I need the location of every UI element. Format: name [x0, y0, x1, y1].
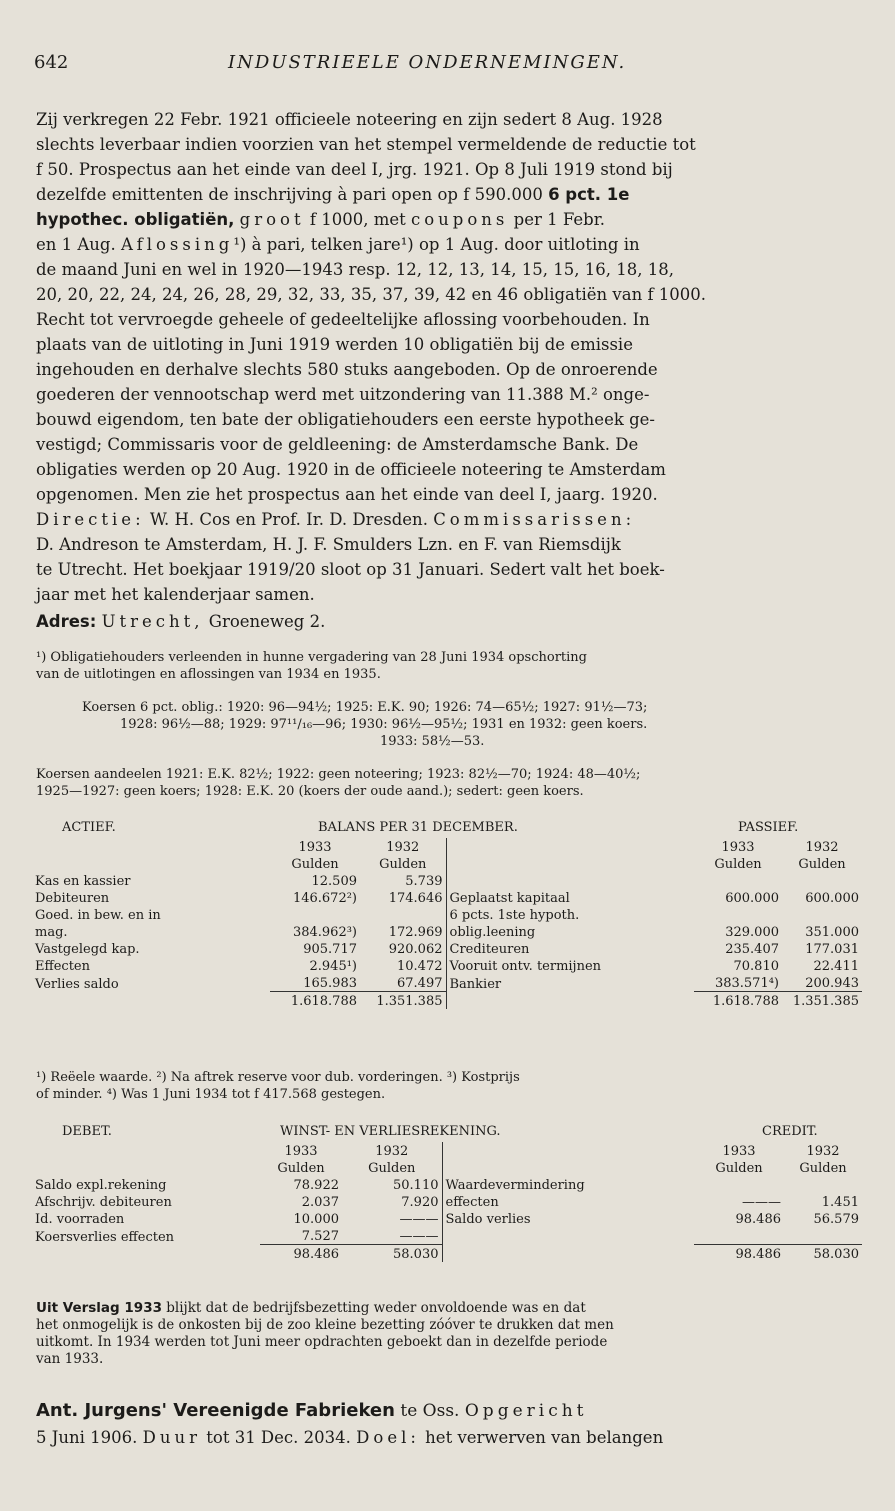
table-row — [32, 974, 862, 992]
row-value: ——— — [742, 1195, 781, 1210]
row-value: 56.579 — [813, 1212, 859, 1227]
body-line: en 1 Aug. Aflossing¹) à pari, telken jare¹) op 1 Aug. door uitloting in — [36, 235, 640, 254]
row-value — [782, 872, 862, 889]
row-value: 10.000 — [293, 1212, 339, 1227]
body-line: plaats van de uitloting in Juni 1919 werden 10 obligatiën bij de emissie — [36, 335, 633, 354]
totals-row: 1.618.788 1.351.385 1.618.788 1.351.385 — [32, 992, 862, 1010]
body-line: obligaties werden op 20 Aug. 1920 in de officieele noteering te Amsterdam — [36, 460, 666, 479]
row-value — [694, 906, 782, 923]
body-line: slechts leverbaar indien voorzien van het stempel vermeldende de reductie tot — [36, 135, 696, 154]
row-value: 384.962³) — [292, 925, 357, 940]
koersen-line: Koersen aandeelen 1921: E.K. 82½; 1922: geen noteering; 1923: 82½—70; 1924: 48—40½; — [36, 767, 641, 782]
body-line — [36, 185, 629, 204]
balans-title: BALANS PER 31 DECEMBER. — [318, 820, 518, 835]
row-label: effecten — [445, 1195, 499, 1210]
row-value: 235.407 — [725, 942, 779, 957]
winst-title: WINST- EN VERLIESREKENING. — [280, 1124, 501, 1139]
row-label: mag. — [35, 925, 68, 940]
body-line: Zij verkregen 22 Febr. 1921 officieele noteering en zijn sedert 8 Aug. 1928 — [36, 110, 663, 129]
row-label: Kas en kassier — [35, 874, 131, 889]
row-value: 383.571⁴) — [714, 976, 779, 991]
koersen-line: 1928: 96½—88; 1929: 97¹¹/₁₆—96; 1930: 96½—95½; 1931 en 1932: geen koers. — [120, 717, 648, 732]
balans-left-title: ACTIEF. — [62, 820, 116, 835]
verslag-line: Uit Verslag 1933 blijkt dat de bedrijfsbezetting weder onvoldoende was en dat — [36, 1300, 586, 1316]
row-value — [694, 1176, 784, 1193]
winst-table — [32, 1142, 862, 1262]
table-row — [32, 1193, 862, 1210]
balans-right-title: PASSIEF. — [738, 820, 799, 835]
footnote: van de uitlotingen en aflossingen van 1934 en 1935. — [36, 667, 381, 682]
next-entry-line: Ant. Jurgens' Vereenigde Fabrieken te Oss. Opgericht — [36, 1400, 588, 1421]
row-value: 174.646 — [360, 889, 446, 906]
table-row — [32, 906, 862, 923]
row-label: Waardevermindering — [445, 1178, 585, 1193]
row-value: 165.983 — [303, 976, 357, 991]
page-number: 642 — [34, 52, 69, 73]
balans-note: of minder. ⁴) Was 1 Juni 1934 tot f 417.568 gestegen. — [36, 1087, 386, 1102]
body-line: de maand Juni en wel in 1920—1943 resp. 12, 12, 13, 14, 15, 15, 16, 18, 18, — [36, 260, 674, 279]
row-value: 2.037 — [301, 1195, 339, 1210]
row-value: 10.472 — [360, 957, 446, 974]
body-line: Directie: W. H. Cos en Prof. Ir. D. Dresden. Commissarissen: — [36, 510, 636, 529]
body-line: D. Andreson te Amsterdam, H. J. F. Smulders Lzn. en F. van Riemsdijk — [36, 535, 621, 554]
koersen-line: 1933: 58½—53. — [380, 734, 485, 749]
row-label: Crediteuren — [449, 942, 530, 957]
row-value: 7.920 — [342, 1193, 442, 1210]
body-line: 20, 20, 22, 24, 24, 26, 28, 29, 32, 33, 35, 37, 39, 42 en 46 obligatiën van f 1000. — [36, 285, 707, 304]
row-value: 70.810 — [733, 959, 779, 974]
row-label: Saldo expl.rekening — [35, 1178, 167, 1193]
year-row: 1933 1932 1933 1932 — [284, 1144, 840, 1159]
next-entry-line: 5 Juni 1906. Duur tot 31 Dec. 2034. Doel: het verwerven van belangen — [36, 1428, 664, 1447]
hypothec-label: hypothec. obligatiën, — [36, 210, 235, 229]
table-row — [32, 1176, 862, 1193]
row-value: 600.000 — [805, 891, 859, 906]
balans-table — [32, 838, 862, 1009]
row-label: 6 pcts. 1ste hypoth. — [449, 908, 580, 923]
directie-label: Directie: — [36, 510, 145, 529]
row-value: ——— — [342, 1210, 442, 1227]
row-label: Goed. in bew. en in — [35, 908, 161, 923]
body-text: dezelfde emittenten de inschrijving à pari open op f 590.000 — [36, 185, 543, 204]
row-label: Verlies saldo — [35, 976, 119, 992]
row-value — [360, 906, 446, 923]
body-line: hypothec. obligatiën, groot f 1000, met coupons per 1 Febr. — [36, 210, 606, 229]
row-value: 7.527 — [301, 1229, 339, 1244]
row-label: Saldo verlies — [445, 1212, 531, 1227]
body-line: f 50. Prospectus aan het einde van deel I, jrg. 1921. Op 8 Juli 1919 stond bij — [36, 160, 673, 179]
table-row — [32, 872, 862, 889]
winst-right-title: CREDIT. — [762, 1124, 818, 1139]
coupons-text: coupons — [411, 210, 509, 229]
koersen-line: Koersen 6 pct. oblig.: 1920: 96—94½; 1925: E.K. 90; 1926: 74—65½; 1927: 91½—73; — [82, 700, 648, 715]
row-value: 200.943 — [805, 976, 859, 991]
row-value: 905.717 — [303, 942, 357, 957]
company-name: Ant. Jurgens' Vereenigde Fabrieken — [36, 1400, 395, 1421]
address-line: Adres: Utrecht, Groeneweg 2. — [36, 612, 326, 631]
verslag-line: uitkomt. In 1934 werden tot Juni meer opdrachten geboekt dan in dezelfde periode — [36, 1334, 608, 1350]
row-value: 5.739 — [360, 872, 446, 889]
row-value — [270, 906, 360, 923]
body-line: te Utrecht. Het boekjaar 1919/20 sloot op 31 Januari. Sedert valt het boek- — [36, 560, 665, 579]
koersen-line: 1925—1927: geen koers; 1928: E.K. 20 (koers der oude aand.); sedert: geen koers. — [36, 784, 584, 799]
row-label: Id. voorraden — [35, 1212, 125, 1227]
verslag-line: het onmogelijk is de onkosten bij de zoo kleine bezetting zóóver te drukken dat men — [36, 1317, 614, 1333]
row-value: 50.110 — [342, 1176, 442, 1193]
row-label: Vooruit ontv. termijnen — [449, 959, 602, 974]
body-line: vestigd; Commissaris voor de geldleening: de Amsterdamsche Bank. De — [36, 435, 639, 454]
verslag-label: Uit Verslag 1933 — [36, 1300, 162, 1316]
row-value: 920.062 — [360, 940, 446, 957]
row-value — [784, 1227, 862, 1245]
year-row: 1933 1932 1933 1932 — [298, 840, 839, 855]
row-value: 172.969 — [360, 923, 446, 940]
verslag-line: van 1933. — [36, 1351, 104, 1367]
balans-note: ¹) Reëele waarde. ²) Na aftrek reserve voor dub. vorderingen. ³) Kostprijs — [36, 1070, 520, 1085]
row-value: 78.922 — [293, 1178, 339, 1193]
pct-label: 6 pct. 1e — [548, 185, 630, 204]
row-label: Debiteuren — [35, 891, 110, 906]
row-value: 1.451 — [821, 1195, 859, 1210]
row-value: 12.509 — [311, 874, 357, 889]
aflossing-text: Aflossing — [120, 235, 234, 254]
row-label: Effecten — [35, 959, 90, 974]
table-row — [32, 923, 862, 940]
table-row — [32, 1227, 862, 1245]
row-value: 67.497 — [360, 974, 446, 992]
table-row — [32, 1210, 862, 1227]
table-row — [32, 940, 862, 957]
unit-row: Gulden Gulden Gulden Gulden — [291, 857, 846, 872]
running-title: INDUSTRIEELE ONDERNEMINGEN. — [228, 52, 627, 73]
row-value: 600.000 — [725, 891, 779, 906]
body-line: Recht tot vervroegde geheele of gedeeltelijke aflossing voorbehouden. In — [36, 310, 650, 329]
adres-label: Adres: — [36, 612, 97, 631]
row-value: ——— — [342, 1227, 442, 1245]
row-value — [694, 1227, 784, 1245]
row-label: oblig.leening — [449, 925, 536, 940]
row-value: 329.000 — [725, 925, 779, 940]
body-line: goederen der vennootschap werd met uitzondering van 11.388 M.² onge- — [36, 385, 650, 404]
row-value: 22.411 — [813, 959, 859, 974]
table-row — [32, 889, 862, 906]
row-label: Koersverlies effecten — [35, 1229, 175, 1245]
unit-row: Gulden Gulden Gulden Gulden — [277, 1161, 847, 1176]
row-value: 2.945¹) — [309, 959, 357, 974]
row-value: 351.000 — [805, 925, 859, 940]
row-label — [446, 872, 694, 889]
row-value: 177.031 — [805, 942, 859, 957]
row-value: 98.486 — [735, 1212, 781, 1227]
commissarissen-label: Commissarissen: — [433, 510, 636, 529]
body-line: bouwd eigendom, ten bate der obligatiehouders een eerste hypotheek ge- — [36, 410, 655, 429]
row-label: Bankier — [449, 976, 502, 992]
row-value: 146.672²) — [292, 891, 357, 906]
row-value — [784, 1176, 862, 1193]
row-value — [694, 872, 782, 889]
winst-left-title: DEBET. — [62, 1124, 112, 1139]
row-label: Geplaatst kapitaal — [449, 891, 570, 906]
totals-row: 98.486 58.030 98.486 58.030 — [32, 1245, 862, 1263]
groot-text: groot — [239, 210, 305, 229]
body-line: ingehouden en derhalve slechts 580 stuks aangeboden. Op de onroerende — [36, 360, 658, 379]
body-line: opgenomen. Men zie het prospectus aan het einde van deel I, jaarg. 1920. — [36, 485, 658, 504]
table-row — [32, 957, 862, 974]
row-value — [782, 906, 862, 923]
row-label — [442, 1227, 694, 1245]
row-label: Vastgelegd kap. — [35, 942, 140, 957]
footnote: ¹) Obligatiehouders verleenden in hunne vergadering van 28 Juni 1934 opschorting — [36, 650, 587, 665]
row-label: Afschrijv. debiteuren — [35, 1195, 172, 1210]
body-line: jaar met het kalenderjaar samen. — [36, 585, 315, 604]
